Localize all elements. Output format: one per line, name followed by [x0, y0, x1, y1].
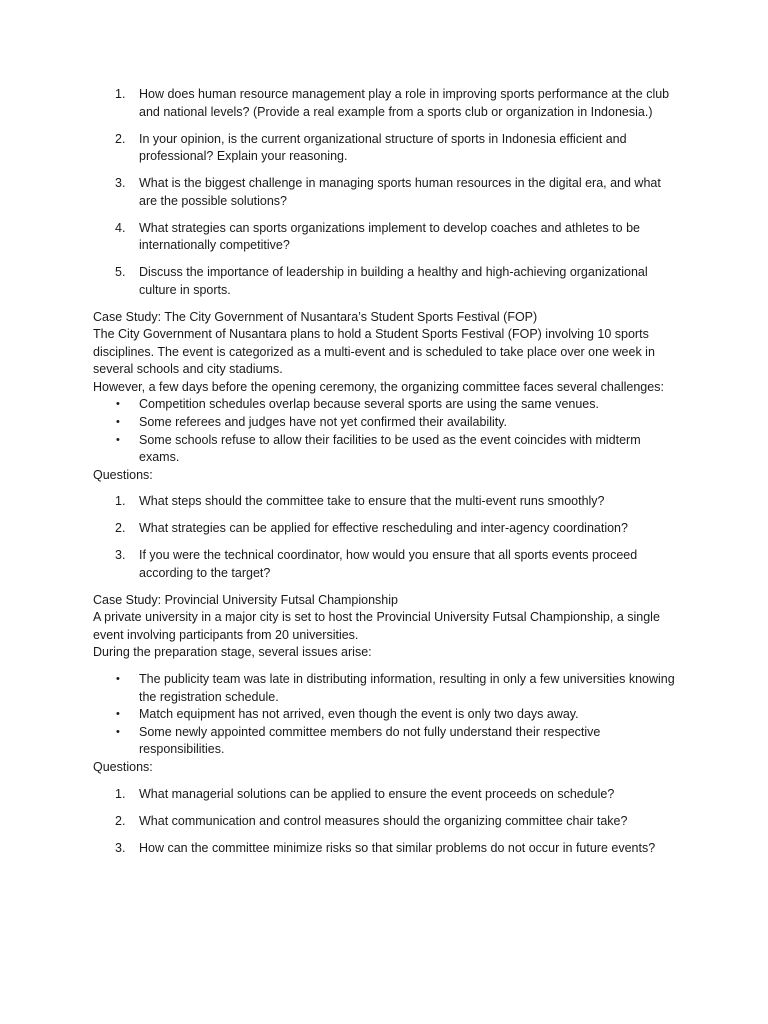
list-item: [93, 520, 676, 538]
list-item: [93, 86, 676, 121]
bullet-icon: •: [116, 433, 120, 446]
case-question-list: [93, 786, 676, 858]
case-study-futsal: [93, 592, 676, 858]
list-number: 1.: [115, 87, 126, 101]
list-number: 3.: [115, 548, 126, 563]
bullet-item: [93, 724, 676, 759]
list-item-text: What is the biggest challenge in managing sports human resources in the digital era, and what are the possible solutions?: [139, 176, 661, 208]
list-number: 3.: [115, 840, 126, 855]
list-number: 1.: [115, 494, 126, 509]
bullet-text: Some schools refuse to allow their facilities to be used as the event coincides with midterm exams.: [139, 432, 641, 465]
list-number: 5.: [115, 265, 126, 280]
bullet-text: The publicity team was late in distributing information, resulting in only a few universities knowing the registration schedule.: [139, 671, 675, 704]
list-number: 2.: [115, 813, 126, 828]
list-item: [93, 813, 676, 831]
list-item: [93, 493, 676, 511]
bullet-item: [93, 706, 676, 724]
list-item: [93, 786, 676, 804]
bullet-text: Some newly appointed committee members do not fully understand their respective responsibilities.: [139, 724, 601, 757]
list-item-text: What strategies can sports organizations implement to develop coaches and athletes to be internationally competitive?: [139, 220, 640, 253]
case-study-paragraph: A private university in a major city is set to host the Provincial University Futsal Championship, a single event involving participants from 20 universities.: [93, 610, 660, 642]
case-study-paragraph: However, a few days before the opening ceremony, the organizing committee faces several challenges:: [93, 379, 664, 394]
list-item-text: How can the committee minimize risks so that similar problems do not occur in future events?: [139, 840, 656, 855]
list-item-text: What strategies can be applied for effective rescheduling and inter-agency coordination?: [139, 521, 628, 536]
list-item: [93, 131, 676, 166]
list-item-text: Discuss the importance of leadership in building a healthy and high-achieving organizational culture in sports.: [139, 265, 648, 297]
list-item: [93, 840, 676, 858]
bullet-item: [93, 414, 676, 432]
case-study-title: Case Study: Provincial University Futsal Championship: [93, 592, 398, 607]
bullet-icon: •: [116, 725, 120, 738]
bullet-item: [93, 396, 676, 414]
bullet-text: Competition schedules overlap because several sports are using the same venues.: [139, 397, 599, 412]
bullet-icon: •: [116, 398, 120, 411]
list-number: 2.: [115, 131, 126, 146]
bullet-text: Match equipment has not arrived, even though the event is only two days away.: [139, 707, 579, 722]
intro-question-list: [93, 86, 676, 300]
list-item: [93, 220, 676, 255]
list-item: [93, 547, 676, 582]
case-question-list: [93, 493, 676, 582]
list-item: [93, 264, 676, 299]
questions-label: Questions:: [93, 759, 153, 774]
list-item: [93, 175, 676, 210]
challenge-bullet-list: [93, 396, 676, 466]
case-study-title: Case Study: The City Government of Nusantara’s Student Sports Festival (FOP): [93, 309, 538, 324]
case-study-paragraph: During the preparation stage, several issues arise:: [93, 645, 372, 660]
list-number: 2.: [115, 521, 126, 536]
list-number: 4.: [115, 220, 126, 235]
list-item-text: If you were the technical coordinator, how would you ensure that all sports events proceed according to the target?: [139, 548, 638, 580]
bullet-icon: •: [116, 672, 120, 685]
list-number: 1.: [115, 786, 126, 801]
bullet-icon: •: [116, 416, 120, 429]
bullet-text: Some referees and judges have not yet confirmed their availability.: [139, 415, 508, 430]
case-study-paragraph: The City Government of Nusantara plans to hold a Student Sports Festival (FOP) involving 10 sports disciplines. The event is categorized as a multi-event and is scheduled to take place over one week in several schools and city stadiums.: [93, 327, 655, 377]
list-number: 3.: [115, 176, 126, 191]
bullet-item: [93, 671, 676, 706]
issue-bullet-list: [93, 671, 676, 759]
case-study-fop: [93, 309, 676, 583]
questions-label: Questions:: [93, 467, 153, 482]
list-item-text: What managerial solutions can be applied to ensure the event proceeds on schedule?: [139, 786, 615, 801]
list-item-text: What communication and control measures should the organizing committee chair take?: [139, 813, 628, 828]
list-item-text: In your opinion, is the current organizational structure of sports in Indonesia efficient and professional? Explain your reasoning.: [139, 131, 627, 164]
list-item-text: How does human resource management play a role in improving sports performance at the club and national levels? (Provide a real example from a sports club or organization in Indonesia.): [139, 87, 670, 119]
bullet-icon: •: [116, 708, 120, 721]
bullet-item: [93, 432, 676, 467]
list-item-text: What steps should the committee take to ensure that the multi-event runs smoothly?: [139, 494, 605, 509]
